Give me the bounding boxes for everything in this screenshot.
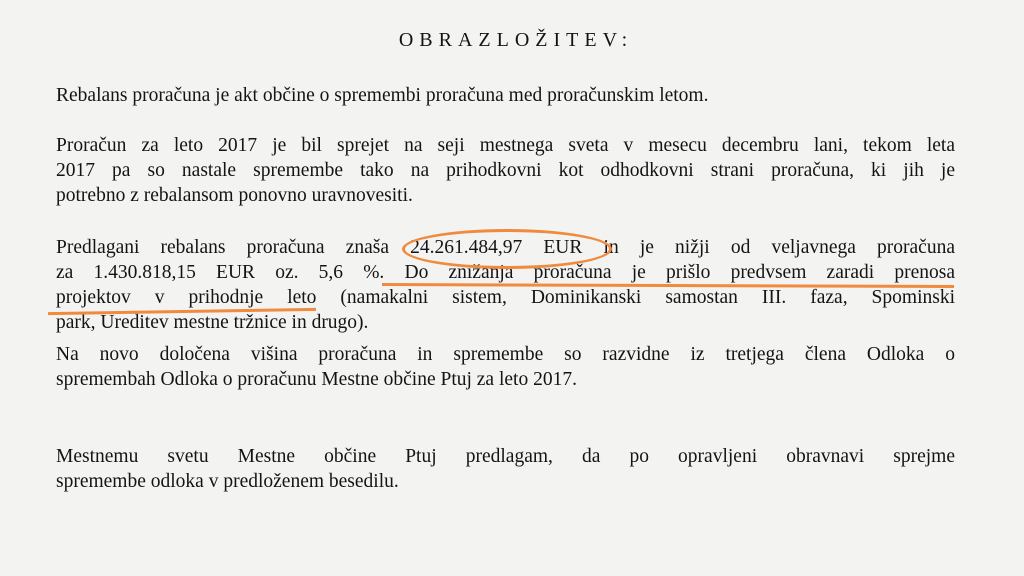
paragraph-proposal xyxy=(56,444,955,494)
paragraph-proposed-rebalance xyxy=(56,235,955,335)
text-line: za 1.430.818,15 EUR oz. 5,6 %. Do znižanja proračuna je prišlo predvsem zaradi prenosa xyxy=(56,262,955,283)
text-line: projektov v prihodnje leto (namakalni sistem, Dominikanski samostan III. faza, Spominski xyxy=(56,287,955,308)
text-line: spremembe odloka v predloženem besedilu. xyxy=(56,471,399,492)
document-title: OBRAZLOŽITEV: xyxy=(398,29,634,51)
text-line: spremembah Odloka o proračunu Mestne občine Ptuj za leto 2017. xyxy=(56,369,577,390)
paragraph-new-amount xyxy=(56,342,955,392)
text-line: potrebno z rebalansom ponovno uravnovesiti. xyxy=(56,185,413,206)
text-line: Predlagani rebalans proračuna znaša 24.261.484,97 EUR in je nižji od veljavnega proračuna xyxy=(56,237,955,258)
text-line: Mestnemu svetu Mestne občine Ptuj predlagam, da po opravljeni obravnavi sprejme xyxy=(56,446,955,467)
paragraph-definition xyxy=(56,83,955,108)
text-line: Rebalans proračuna je akt občine o spremembi proračuna med proračunskim letom. xyxy=(56,85,709,106)
text-line: park, Ureditev mestne tržnice in drugo). xyxy=(56,312,369,333)
text-line: Proračun za leto 2017 je bil sprejet na seji mestnega sveta v mesecu decembru lani, tekom leta xyxy=(56,135,955,156)
text-line: 2017 pa so nastale spremembe tako na prihodkovni kot odhodkovni strani proračuna, ki jih je xyxy=(56,160,955,181)
paragraph-budget-history xyxy=(56,133,955,208)
text-line: Na novo določena višina proračuna in spremembe so razvidne iz tretjega člena Odloka o xyxy=(56,344,955,365)
